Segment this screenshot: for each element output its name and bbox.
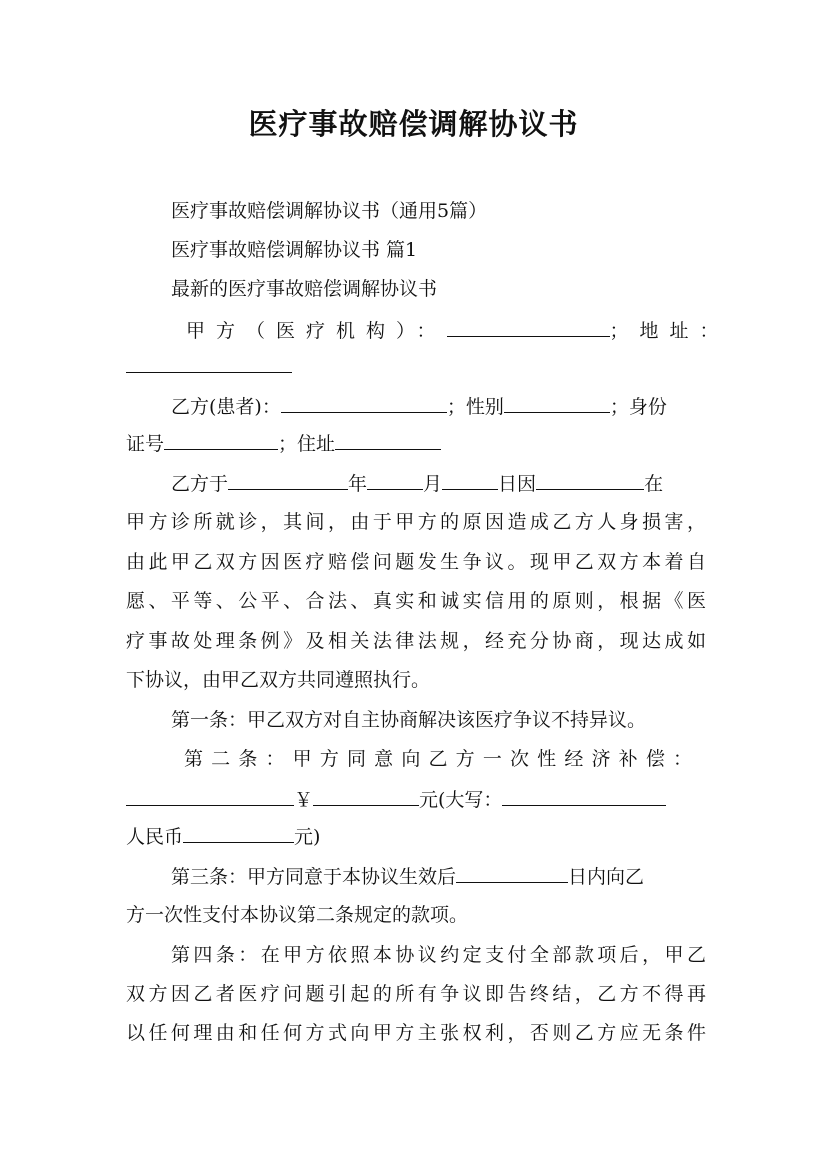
id-line [126, 429, 706, 458]
text-span: 元(大写： [419, 789, 503, 811]
day-blank [442, 469, 498, 490]
amount-blank-1 [126, 785, 294, 806]
text-span: 第三条：甲方同意于本协议生效后 [171, 866, 457, 888]
article-4: 第四条：在甲方依照本协议约定支付全部款项后，甲乙 [171, 944, 706, 966]
article-3 [171, 862, 706, 891]
amount-line [126, 785, 706, 814]
paragraph-line: 医疗事故赔偿调解协议书（通用5篇） [171, 200, 488, 222]
residence-label: ；住址 [278, 433, 336, 455]
party-b-line [171, 392, 706, 421]
rmb-blank [183, 822, 294, 843]
party-a-line [186, 316, 730, 345]
id-label: ；身份 [609, 396, 667, 418]
text-span: 日内向乙 [568, 866, 645, 888]
text-span: 月 [423, 473, 443, 495]
reason-blank [536, 469, 644, 490]
days-blank [456, 862, 568, 883]
paragraph-line: 以任何理由和任何方式向甲方主张权利，否则乙方应无条件 [126, 1022, 706, 1044]
id-number-blank [164, 429, 278, 450]
address-blank-line [126, 352, 706, 381]
gender-blank [504, 392, 610, 413]
id-number-label: 证号 [126, 433, 165, 455]
paragraph-line: 疗事故处理条例》及相关法律法规，经充分协商，现达成如 [126, 630, 706, 652]
text-span: 乙方于 [171, 473, 229, 495]
text-span: 在 [644, 473, 664, 495]
paragraph-line: 下协议，由甲乙双方共同遵照执行。 [126, 669, 431, 691]
paragraph-line: 双方因乙者医疗问题引起的所有争议即告终结，乙方不得再 [126, 983, 706, 1005]
rmb-line [126, 822, 706, 851]
address-blank [126, 352, 292, 373]
article-1: 第一条：甲乙双方对自主协商解决该医疗争议不持异议。 [171, 709, 647, 731]
amount-blank-2 [313, 785, 419, 806]
paragraph-line: 由此甲乙双方因医疗赔偿问题发生争议。现甲乙双方本着自 [126, 551, 706, 573]
paragraph-line: 方一次性支付本协议第二条规定的款项。 [126, 904, 469, 926]
text-span: 年 [348, 473, 368, 495]
month-blank [367, 469, 423, 490]
paragraph-line: 最新的医疗事故赔偿调解协议书 [171, 278, 438, 300]
article-2: 第二条：甲方同意向乙方一次性经济补偿： [184, 748, 692, 770]
paragraph-line: 甲方诊所就诊，其间，由于甲方的原因造成乙方人身损害， [126, 511, 706, 533]
date-line [171, 469, 706, 498]
party-a-blank [447, 316, 610, 337]
party-a-label: 甲方（医疗机构）： [186, 320, 447, 342]
residence-blank [335, 429, 441, 450]
address-label: ；地址： [609, 320, 730, 342]
paragraph-line: 愿、平等、公平、合法、真实和诚实信用的原则，根据《医 [126, 590, 706, 612]
yuan-sign: ￥ [294, 789, 314, 811]
party-b-label: 乙方(患者)： [171, 396, 281, 418]
text-span: 日因 [498, 473, 537, 495]
text-span: 元) [294, 826, 321, 848]
amount-words-blank [502, 785, 666, 806]
document-title: 医疗事故赔偿调解协议书 [248, 107, 579, 141]
paragraph-line: 医疗事故赔偿调解协议书 篇1 [171, 239, 418, 261]
party-b-blank [281, 392, 447, 413]
text-span: 人民币 [126, 826, 184, 848]
gender-label: ；性别 [446, 396, 504, 418]
year-blank [228, 469, 348, 490]
